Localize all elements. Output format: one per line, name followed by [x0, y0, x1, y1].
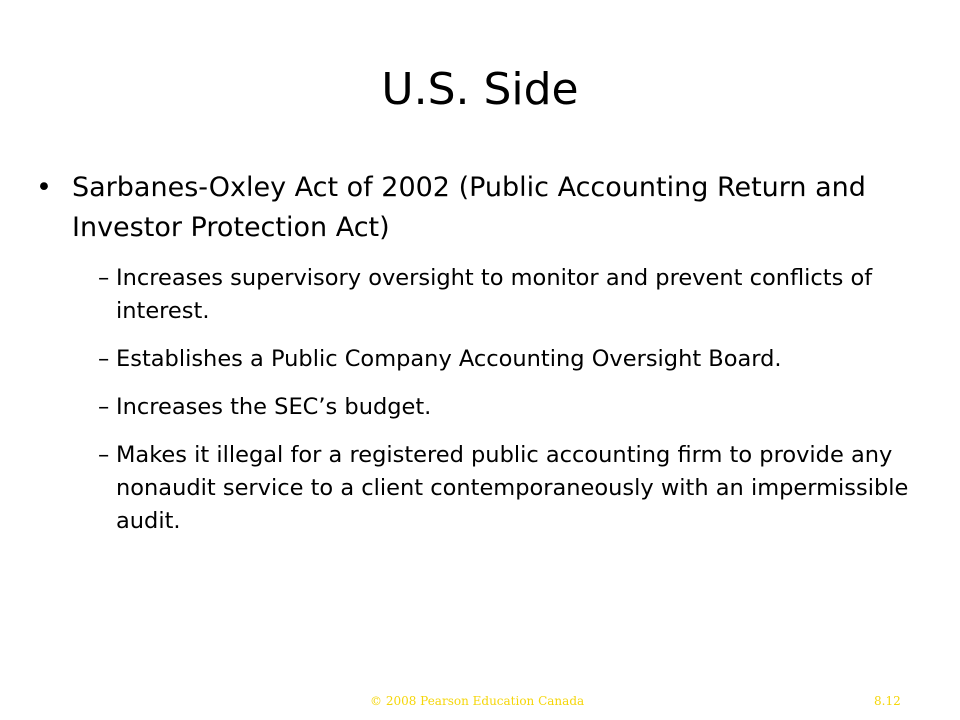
sub-bullet: [36, 262, 916, 328]
main-bullet: [36, 168, 916, 248]
sub-bullet-marker: –: [98, 265, 110, 291]
sub-bullet: [36, 391, 916, 424]
sub-bullet-text: Establishes a Public Company Accounting Oversight Board.: [116, 346, 782, 372]
footer-copyright: © 2008 Pearson Education Canada: [370, 694, 585, 708]
bullet-marker: •: [36, 172, 52, 203]
main-bullet-text: Sarbanes-Oxley Act of 2002 (Public Accounting Return and Investor Protection Act): [72, 172, 866, 243]
sub-bullet: [36, 439, 916, 538]
sub-bullet-text: Increases the SEC’s budget.: [116, 394, 432, 420]
sub-bullet-marker: –: [98, 394, 110, 420]
slide-title: U.S. Side: [381, 64, 579, 115]
sub-bullet: [36, 343, 916, 376]
bullet-block: [36, 168, 916, 553]
sub-bullet-text: Increases supervisory oversight to monitor and prevent conflicts of interest.: [116, 265, 873, 324]
footer-page-number: 8.12: [874, 694, 901, 708]
sub-bullet-list: [36, 262, 916, 538]
sub-bullet-marker: –: [98, 442, 110, 468]
sub-bullet-marker: –: [98, 346, 110, 372]
sub-bullet-text: Makes it illegal for a registered public accounting firm to provide any nonaudit service to a client contemporaneously with an impermissible audit.: [116, 442, 909, 534]
